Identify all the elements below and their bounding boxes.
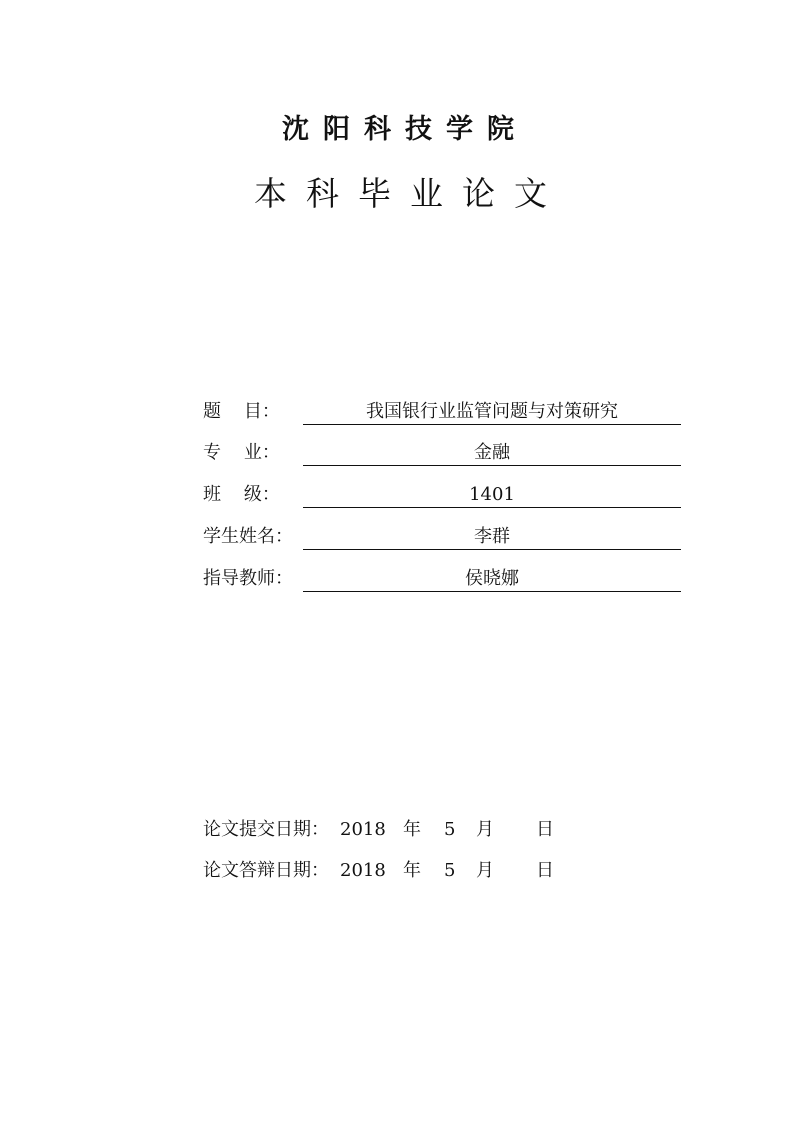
document-type-title: 本科毕业论文 <box>254 174 566 213</box>
submission-date-label: 论文提交日期： <box>203 819 329 840</box>
info-row-major <box>203 438 683 468</box>
submission-year-unit: 年 <box>403 819 421 840</box>
submission-month: 5 <box>444 819 456 840</box>
student-name-value: 李群 <box>303 522 681 550</box>
class-value: 1401 <box>303 480 681 508</box>
school-name: 沈阳科技学院 <box>282 114 528 145</box>
submission-day-unit: 日 <box>536 819 554 840</box>
major-label: 专 业： <box>203 442 280 463</box>
submission-month-unit: 月 <box>476 819 494 840</box>
defense-date-label: 论文答辩日期： <box>203 860 329 881</box>
topic-value: 我国银行业监管问题与对策研究 <box>303 397 681 425</box>
class-label: 班 级： <box>203 484 280 505</box>
info-row-student-name <box>203 522 683 552</box>
info-row-class <box>203 480 683 510</box>
major-value: 金融 <box>303 438 681 466</box>
topic-label: 题 目： <box>203 401 280 422</box>
submission-date-row <box>203 815 554 845</box>
info-row-topic <box>203 397 683 427</box>
defense-month-unit: 月 <box>476 860 494 881</box>
advisor-label: 指导教师： <box>203 568 293 589</box>
defense-date-row <box>203 856 554 886</box>
advisor-value: 侯晓娜 <box>303 564 681 592</box>
submission-year: 2018 <box>340 819 386 840</box>
defense-year-unit: 年 <box>403 860 421 881</box>
defense-month: 5 <box>444 860 456 881</box>
defense-day-unit: 日 <box>536 860 554 881</box>
defense-year: 2018 <box>340 860 386 881</box>
info-row-advisor <box>203 564 683 594</box>
student-name-label: 学生姓名： <box>203 526 293 547</box>
